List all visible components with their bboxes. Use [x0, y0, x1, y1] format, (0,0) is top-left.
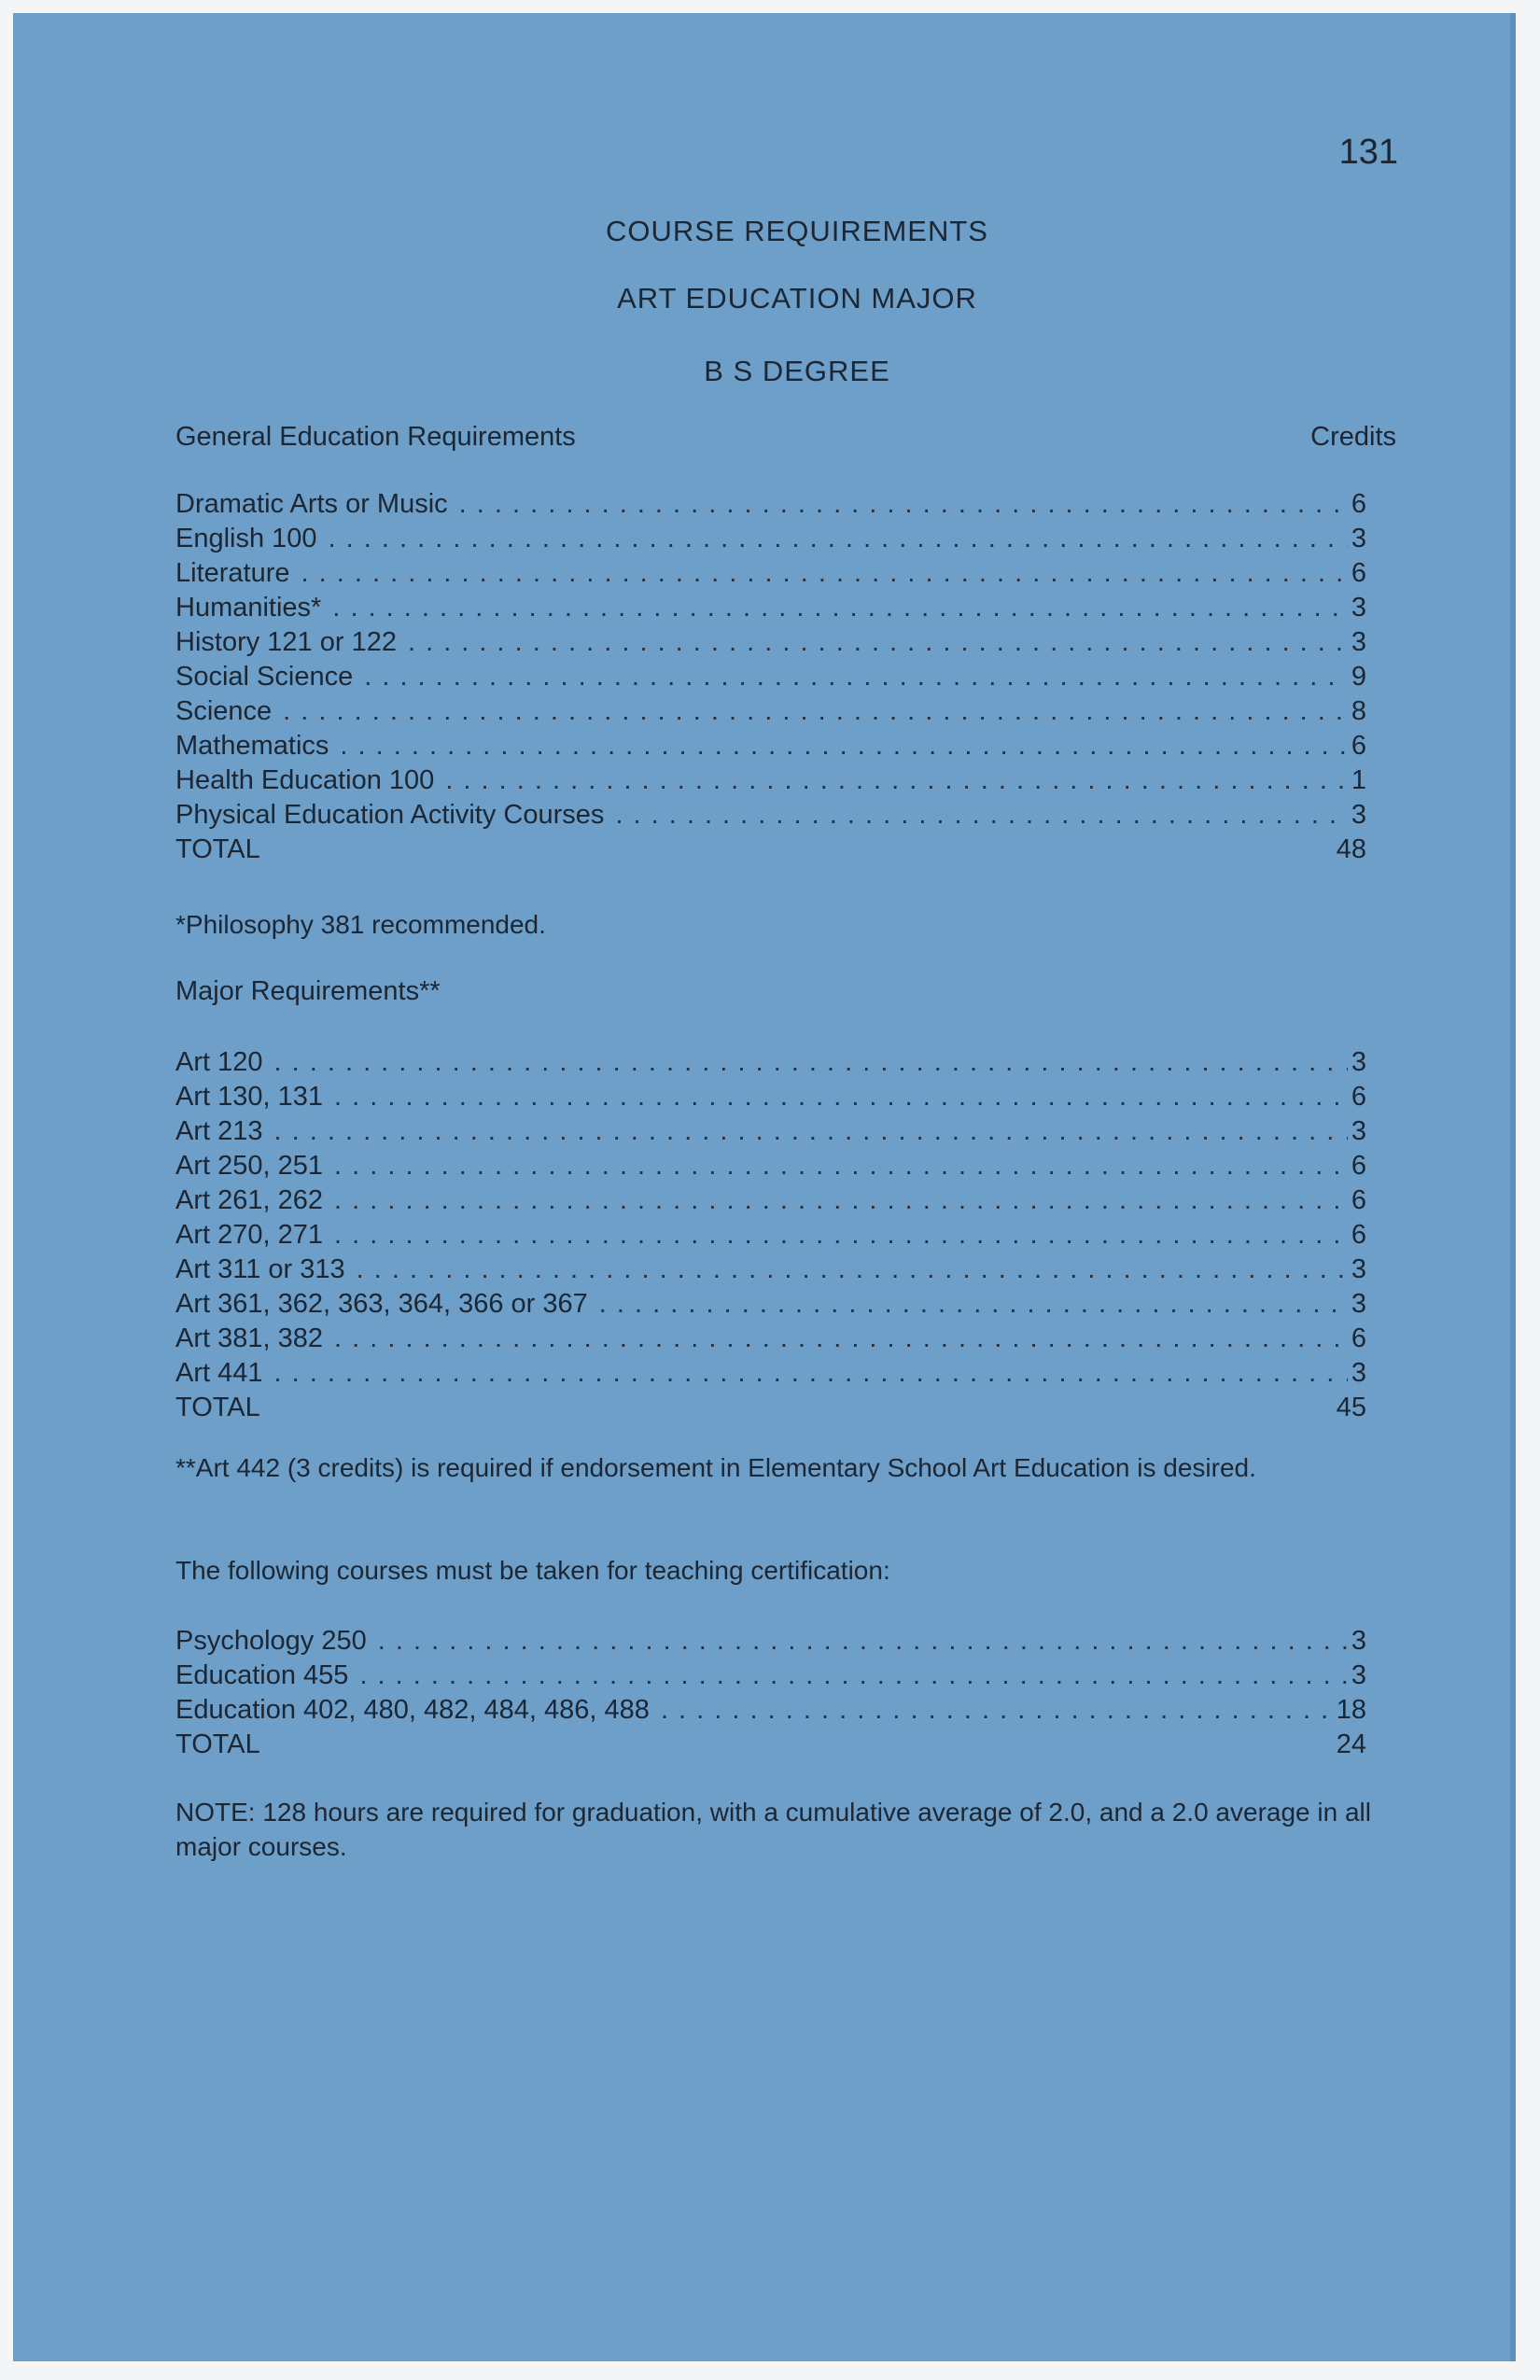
course-credits: 3 — [1351, 1660, 1366, 1690]
list-item — [175, 1080, 1366, 1114]
course-name: Social Science — [175, 662, 354, 692]
course-name: Art 311 or 313 — [175, 1254, 345, 1284]
course-name: Art 361, 362, 363, 364, 366 or 367 — [175, 1289, 588, 1319]
leader-dots — [615, 798, 1347, 833]
course-name: History 121 or 122 — [175, 627, 397, 657]
course-name: Art 261, 262 — [175, 1185, 323, 1215]
major-requirements-list — [175, 1045, 1366, 1425]
graduation-note: NOTE: 128 hours are required for graduation, with a cumulative average of 2.0, and a 2.0 average in all major courses. — [175, 1798, 1371, 1861]
course-name: Art 441 — [175, 1358, 263, 1388]
general-requirements-header: General Education Requirements — [175, 422, 576, 452]
leader-dots — [283, 694, 1348, 729]
course-name: Education 402, 480, 482, 484, 486, 488 — [175, 1695, 650, 1725]
course-name: Science — [175, 696, 273, 726]
total-label: TOTAL — [175, 834, 260, 864]
list-item — [175, 1149, 1366, 1183]
leader-dots — [459, 487, 1348, 522]
course-name: Art 250, 251 — [175, 1151, 323, 1181]
list-item — [175, 798, 1366, 833]
course-name: Literature — [175, 558, 290, 588]
list-item — [175, 1253, 1366, 1287]
leader-dots — [301, 556, 1348, 591]
course-credits: 3 — [1351, 1254, 1366, 1284]
credits-header: Credits — [1310, 422, 1396, 452]
course-credits: 3 — [1351, 627, 1366, 657]
list-item — [175, 522, 1366, 556]
course-credits: 1 — [1351, 765, 1366, 795]
course-credits: 6 — [1351, 558, 1366, 588]
course-credits: 3 — [1351, 1047, 1366, 1077]
leader-dots — [334, 1218, 1348, 1253]
total-row — [175, 833, 1366, 867]
page-number: 131 — [1338, 133, 1398, 172]
list-item — [175, 1624, 1366, 1659]
course-credits: 9 — [1351, 662, 1366, 692]
leader-dots — [334, 1149, 1348, 1183]
total-label: TOTAL — [175, 1729, 260, 1759]
course-credits: 18 — [1336, 1695, 1366, 1725]
course-name: Education 455 — [175, 1660, 349, 1690]
major-requirements-header: Major Requirements** — [175, 976, 441, 1006]
leader-dots — [445, 763, 1348, 798]
list-item — [175, 591, 1366, 625]
course-credits: 3 — [1351, 1289, 1366, 1319]
course-credits: 6 — [1351, 1220, 1366, 1250]
title-degree: B S DEGREE — [704, 355, 890, 387]
course-credits: 3 — [1351, 593, 1366, 623]
general-footnote: *Philosophy 381 recommended. — [175, 910, 546, 939]
general-requirements-list — [175, 487, 1366, 867]
course-credits: 6 — [1351, 1082, 1366, 1112]
course-credits: 3 — [1351, 524, 1366, 553]
list-item — [175, 1287, 1366, 1322]
course-name: Dramatic Arts or Music — [175, 489, 448, 519]
leader-dots — [334, 1080, 1348, 1114]
major-footnote: **Art 442 (3 credits) is required if endorsement in Elementary School Art Education is desired. — [175, 1453, 1256, 1482]
list-item — [175, 1183, 1366, 1218]
course-credits: 6 — [1351, 731, 1366, 761]
course-name: Art 130, 131 — [175, 1082, 323, 1112]
leader-dots — [357, 1253, 1348, 1287]
leader-dots — [340, 729, 1347, 763]
leader-dots — [274, 1045, 1348, 1080]
document-page — [13, 13, 1516, 2361]
leader-dots — [408, 625, 1348, 660]
leader-dots — [334, 1322, 1348, 1356]
course-credits: 3 — [1351, 1358, 1366, 1388]
course-name: Health Education 100 — [175, 765, 435, 795]
leader-dots — [378, 1624, 1348, 1659]
list-item — [175, 660, 1366, 694]
total-row — [175, 1728, 1366, 1762]
course-credits: 6 — [1351, 1151, 1366, 1181]
leader-dots — [329, 522, 1348, 556]
course-name: Art 381, 382 — [175, 1323, 323, 1353]
course-credits: 6 — [1351, 489, 1366, 519]
course-name: Mathematics — [175, 731, 329, 761]
total-value: 45 — [1336, 1393, 1366, 1422]
course-credits: 3 — [1351, 1116, 1366, 1146]
total-label: TOTAL — [175, 1393, 260, 1422]
course-credits: 6 — [1351, 1323, 1366, 1353]
course-name: Art 213 — [175, 1116, 263, 1146]
course-credits: 3 — [1351, 800, 1366, 830]
list-item — [175, 1045, 1366, 1080]
leader-dots — [274, 1356, 1348, 1391]
course-credits: 6 — [1351, 1185, 1366, 1215]
list-item — [175, 1659, 1366, 1693]
leader-dots — [334, 1183, 1348, 1218]
list-item — [175, 1322, 1366, 1356]
leader-dots — [274, 1114, 1348, 1149]
course-name: Humanities* — [175, 593, 322, 623]
course-name: English 100 — [175, 524, 317, 553]
list-item — [175, 1356, 1366, 1391]
list-item — [175, 729, 1366, 763]
title-art-education-major: ART EDUCATION MAJOR — [617, 282, 977, 315]
list-item — [175, 556, 1366, 591]
leader-dots — [599, 1287, 1348, 1322]
list-item — [175, 487, 1366, 522]
title-course-requirements: COURSE REQUIREMENTS — [606, 215, 988, 247]
leader-dots — [359, 1659, 1347, 1693]
list-item — [175, 694, 1366, 729]
list-item — [175, 1218, 1366, 1253]
list-item — [175, 763, 1366, 798]
total-row — [175, 1391, 1366, 1425]
course-credits: 3 — [1351, 1626, 1366, 1656]
list-item — [175, 1114, 1366, 1149]
leader-dots — [661, 1693, 1333, 1728]
list-item — [175, 1693, 1366, 1728]
course-name: Art 120 — [175, 1047, 263, 1077]
leader-dots — [332, 591, 1348, 625]
course-credits: 8 — [1351, 696, 1366, 726]
leader-dots — [364, 660, 1348, 694]
course-name: Art 270, 271 — [175, 1220, 323, 1250]
certification-intro: The following courses must be taken for teaching certification: — [175, 1556, 890, 1585]
certification-list — [175, 1624, 1366, 1762]
course-name: Psychology 250 — [175, 1626, 367, 1656]
total-value: 48 — [1336, 834, 1366, 864]
list-item — [175, 625, 1366, 660]
course-name: Physical Education Activity Courses — [175, 800, 605, 830]
total-value: 24 — [1336, 1729, 1366, 1759]
